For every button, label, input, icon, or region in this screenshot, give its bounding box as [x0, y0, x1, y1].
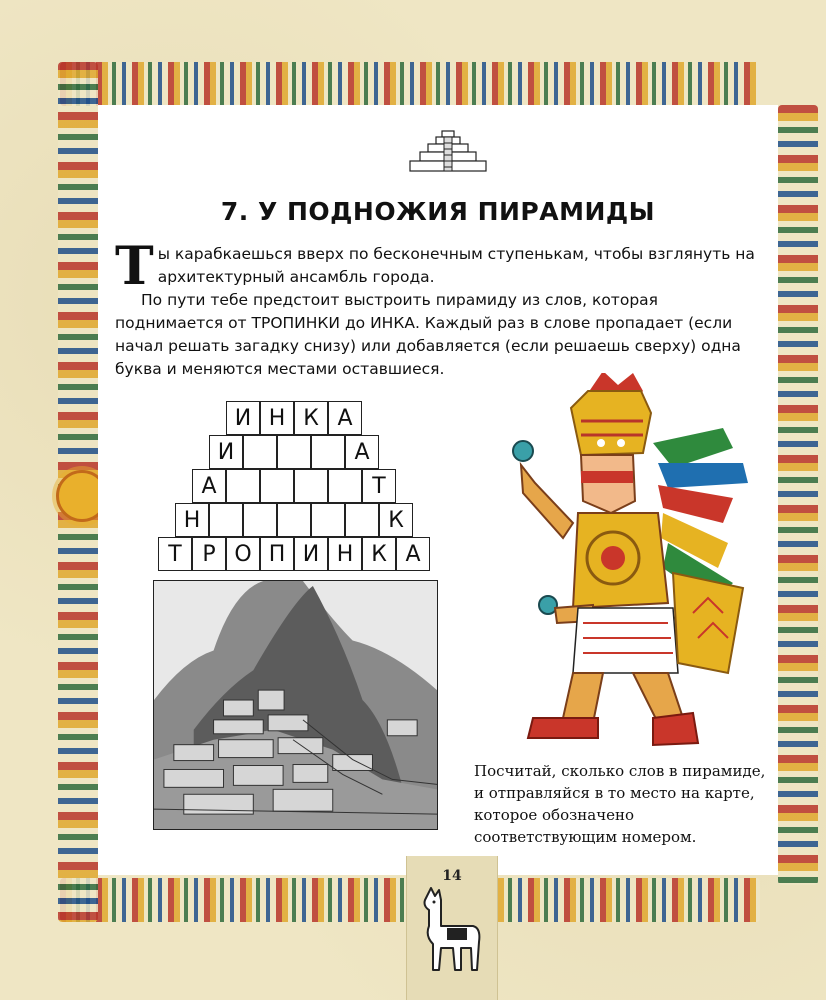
- drop-cap: Т: [115, 236, 154, 297]
- pyramid-cell: А: [328, 401, 362, 435]
- pyramid-cell: Т: [362, 469, 396, 503]
- pyramid-cell: [209, 503, 243, 537]
- pyramid-cell: А: [192, 469, 226, 503]
- pyramid-cell: [311, 435, 345, 469]
- pyramid-cell: А: [396, 537, 430, 571]
- caption-text: Посчитай, сколько слов в пирамиде, и отправляйся в то место на карте, которое обозначено соответствующим номером.: [474, 762, 766, 846]
- top-ornament-border: [60, 62, 760, 106]
- pyramid-cell: [243, 503, 277, 537]
- llama-icon: [417, 886, 489, 978]
- pyramid-cell: [277, 435, 311, 469]
- pyramid-cell: И: [209, 435, 243, 469]
- page-number-tag: [406, 856, 498, 1000]
- pyramid-cell: П: [260, 537, 294, 571]
- intro-paragraph-1: [115, 236, 755, 297]
- pyramid-cell: А: [345, 435, 379, 469]
- pyramid-cell: [243, 435, 277, 469]
- pyramid-cell: Н: [260, 401, 294, 435]
- pyramid-cell: [345, 503, 379, 537]
- inca-warrior-illustration: [493, 373, 758, 758]
- pyramid-cell: Т: [158, 537, 192, 571]
- pyramid-cell: К: [379, 503, 413, 537]
- pyramid-cell: [328, 469, 362, 503]
- pyramid-cell: О: [226, 537, 260, 571]
- page-title: 7. У ПОДНОЖИЯ ПИРАМИДЫ: [220, 197, 656, 226]
- pyramid-cell: Р: [192, 537, 226, 571]
- pyramid-cell: И: [226, 401, 260, 435]
- intro-paragraph-2: По пути тебе предстоит выстроить пирамиду из слов, которая поднимается от ТРОПИНКИ до ИНКА. Каждый раз в слове пропадает (если начал решать загадку снизу) или добавляется (если решаешь сверху) одна буква и меняются местами оставшиеся.: [115, 291, 741, 378]
- pyramid-cell: [294, 469, 328, 503]
- page-content: [98, 105, 778, 875]
- right-ornament-border: [778, 105, 818, 885]
- intro-first-text: ы карабкаешься вверх по бесконечным ступенькам, чтобы взглянуть на архитектурный ансамбль города.: [157, 245, 755, 286]
- pyramid-cell: [226, 469, 260, 503]
- machu-picchu-illustration: [153, 580, 438, 830]
- pyramid-cell: [277, 503, 311, 537]
- pyramid-cell: [311, 503, 345, 537]
- pyramid-cell: Н: [175, 503, 209, 537]
- pyramid-icon: [408, 127, 488, 177]
- pyramid-cell: И: [294, 537, 328, 571]
- intro-text: [115, 236, 755, 381]
- pyramid-cell: К: [294, 401, 328, 435]
- page-number: 14: [442, 868, 462, 884]
- pyramid-cell: [260, 469, 294, 503]
- pyramid-cell: К: [362, 537, 396, 571]
- pyramid-cell: Н: [328, 537, 362, 571]
